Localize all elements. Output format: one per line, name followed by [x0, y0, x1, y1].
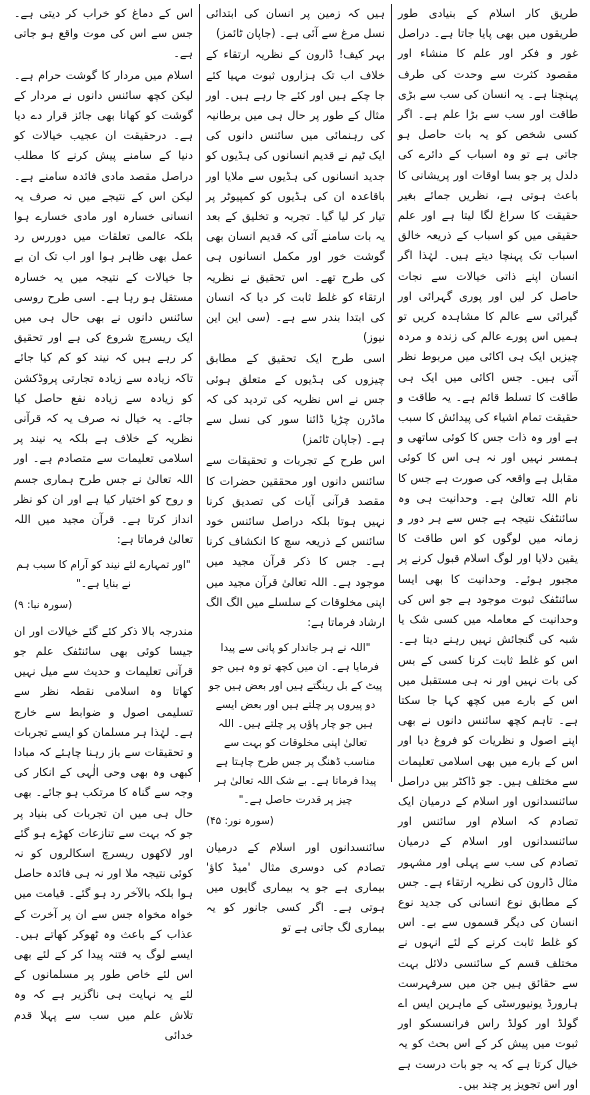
column-3-paragraph-2: اسلام میں مردار کا گوشت حرام ہے۔ لیکن کچھ سائنس دانوں نے مردار کے گوشت کو کھانا بھی جائز قرار دے دیا ہے۔ درحقیقت ان عجیب خیالات کو دنیا کے سامنے پیش کرنے کا مطلب دراصل مقصد مادی فائدہ سامنے ہے۔ لیکن اس کے نتیجے میں نہ صرف یہ انسانی خسارہ اور مادی خسارے ہوا بلکہ عالمی تعلقات میں دوررس رد عمل بھی ظاہر ہوا اور اب تک ان بے جا خیالات کے نتیجہ میں یہ خسارہ مستقل ہو رہا ہے۔ اسی طرح روسی سائنس دانوں نے بھی حال ہی میں ایک ریسرچ شروع کی ہے اور تحقیق کر رہے ہیں کہ نیند کو کم کیا جائے تاکہ زیادہ سے زیادہ تجارتی پروڈکشن کو زیادہ سے زیادہ نفع حاصل کیا جائے۔ یہ خیال نہ صرف یہ کہ قرآنی نظریہ کے خلاف ہے بلکہ یہ نیند پر اسلامی تعلیمات سے متصادم ہے۔ اور اللہ تعالیٰ نے جس طرح ہماری جسم و روح کو اختیار کیا ہے اور ان کو نظر انداز کرتا ہے۔ قرآن مجید میں اللہ تعالیٰ فرماتا ہے:: [14, 68, 193, 547]
column-2-tail: سائنسدانوں اور اسلام کے درمیان تصادم کی دوسری مثال 'میڈ کاؤ' بیماری ہے جو یہ بیماری گایوں میں ہوتی ہے۔ اگر کسی جانور کو یہ بیماری لگ جاتی ہے تو: [206, 840, 385, 935]
quran-verse-nur: "اللہ نے ہر جاندار کو پانی سے پیدا فرمایا ہے۔ ان میں کچھ تو وہ ہیں جو پیٹ کے بل رینگتے ہیں اور بعض ہیں جو دو پیروں پر چلتے ہیں اور بعض ایسے ہیں جو چار پاؤں پر چلتے ہیں۔ اللہ تعالیٰ اپنی مخلوقات کو بہت سے مناسب ڈھنگ پر جس طرح چاہتا ہے پیدا فرماتا ہے۔ بے شک اللہ تعالیٰ ہر چیز پر قدرت حاصل ہے۔": [208, 642, 383, 807]
column-1-paragraph: طریق کار اسلام کے بنیادی طور طریقوں میں بھی پایا جاتا ہے۔ دراصل غور و فکر اور علم کا منشاء اور مقصود کثرت سے وحدت کی طرف پہنچنا ہے۔ یہ انسان کی سب سے بڑی طاقت اور سب سے بڑا علم ہے۔ اگر کسی شخص کو یہ بات حاصل ہو جاتی ہے تو وہ اسباب کے دائرے کی دلدل پر جو بسا اوقات اور پریشانی کا باعث ہوتی ہے، نظریں جمائے بغیر حقیقت کا سراغ لگا لیتا ہے اور علم حقیقی میں کو اسباب کے ذریعہ خالق اسباب تک پہنچا دیتے ہیں۔ لہٰذا اگر انسان اپنے ذاتی خیالات سے نجات حاصل کر لیں اور پوری گہرائی اور گیرائی سے عالم کا مشاہدہ کریں تو ہمیں اس پورے عالم کی زندہ و مردہ چیزیں ایک ہی اکائی میں مربوط نظر آتی ہیں۔ جس اکائی میں ایک ہی طاقت کا تسلط قائم ہے۔ یہ طاقت و حقیقت تمام اشیاء کی پیدائش کا سبب ہے اور وہ ذات جس کا کوئی ساتھی و ہمسر نہیں اور نہ ہی اس کا کوئی مقابل ہے واقعہ کی صورت ہے جس کا نام اللہ تعالیٰ ہے۔ وحدانیت ہی وہ سائنٹفک نتیجہ ہے جس سے ہر دور و زمانہ میں لوگوں کو اس طاقت کا یقین دلایا اور لوگ اسلام قبول کرنے پر مجبور ہوئے۔ وحدانیت کا بھی ایسا سائنٹفک ثبوت موجود ہے جو اس کی وحدانیت کے معاملہ میں کسی شک یا شبہ کی گنجائش نہیں رہنے دیتا ہے۔ اس کو غلط ثابت کرنا کسی کے بس کی بات نہیں اور نہ ہی مستقبل میں اس کے بارے میں کچھ کہا جا سکتا ہے۔ تاہم کچھ سائنس دانوں نے بھی اپنے اصول و نظریات کو فروغ دیا اور اس کے بارے میں بھی اسلامی تعلیمات سے مختلف ہیں۔ جو ڈاکٹر بیں دراصل سائنسدانوں اور اسلام کے درمیان ایک تصادم کہ اسلام اور سائنس اور سائنسدانوں اور اسلام کے درمیان تصادم کی سب سے پہلی اور مشہور مثال ڈارون کی نظریہ ارتقاء ہے۔ جس کے مطابق نوع انسانی کی جدید نوع انسان کی دیگر قسموں سے بے۔ اس کو غلط ثابت کرنے کے لئے انہوں نے مختلف قسم کے سائنسی دلائل بہت سے حقائق ہیں جن میں سرفہرست ہارورڈ یونیورسٹی کے ماہرین ایس اے گولڈ اور کولڈ راس فرانسسکو اور ثبوت میں پیش کر کے اس بحث کو یہ خیال کرتا ہے کہ یہ جو بات درست ہے اور اس تجویز پر چند بیں۔: [398, 7, 578, 1091]
verse-reference-nur: (سورہ نور: ۴۵): [206, 815, 274, 828]
verse-reference-naba: (سورہ نبا: ۹): [14, 599, 73, 612]
column-1: [392, 4, 584, 1091]
quran-verse-naba: "اور تمہارے لئے نیند کو آرام کا سبب ہم نے بنایا ہے۔": [16, 559, 191, 591]
column-2-paragraph-1: ہیں کہ زمین پر انسان کی ابتدائی نسل مرغ سے آئی ہے۔ (جاپان ٹائمز): [206, 7, 385, 41]
column-3: [8, 4, 200, 1042]
column-3-paragraph-1: اس کے دماغ کو خراب کر دیتی ہے۔ جس سے اس کی موت واقع ہو جاتی ہے۔: [14, 7, 193, 61]
column-3-after: مندرجہ بالا ذکر کئے گئے خیالات اور ان جیسا کوئی بھی سائنٹفک علم جو قرآنی تعلیمات و حدیث سے میل نہیں کھاتا وہ اسلامی نقطہ نظر سے تسلیمی اصول و ضوابط سے خارج ہے۔ لہٰذا ہر مسلمان کو ایسے تجربات و تحقیقات سے باز رہنا چاہئے کہ مبادا کبھی وہ بھی وحی الٰہی کے انکار کی وجہ سے گناہ کا مرتکب ہو جائے۔ بھی حال ہی میں ان تجربات کی بنیاد پر جو کہ بہت سے تنازعات کھڑے ہو گئے اور لاکھوں ریسرچ اسکالروں کو نہ کوئی نتیجہ ملا اور نہ ہی فائدہ حاصل ہوا بلکہ بالآخر رد ہو گئے۔ قیامت میں خواہ مخواہ جس سے ان پر آخرت کے عذاب کے باعث وہ ٹھوکر کھاتے ہیں۔ ایسے لوگ یہ فتنہ پیدا کر کے لئے بھی اس لئے خاص طور پر مسلمانوں کے لئے یہ نہایت ہی ناگزیر ہے کہ وہ تلاش علم میں سب سے پہلا قدم خدائی: [14, 624, 193, 1042]
column-2-paragraph-4: اس طرح کے تجربات و تحقیقات سے سائنس دانوں اور محققین حضرات کا مقصد قرآنی آیات کی تصدیق کرنا نہیں ہوتا بلکہ دراصل سائنس خود سائنس کے ذریعہ سچ کا انکشاف کرنا ہے۔ جس کا ذکر قرآن مجید میں موجود ہے۔ اللہ تعالیٰ قرآن مجید میں اپنی مخلوقات کے سلسلے میں الگ الگ ارشاد فرماتا ہے:: [206, 454, 385, 630]
column-2: [200, 4, 392, 935]
column-2-paragraph-3: اسی طرح ایک تحقیق کے مطابق چیزوں کی ہڈیوں کے متعلق ہوئی جس نے اس نظریہ کی تردید کی کہ ماڈرن چڑیا ڈائنا سور کی نسل سے ہے۔ (جاپان ٹائمز): [206, 352, 385, 447]
column-2-paragraph-2: بہر کیف! ڈارون کے نظریہ ارتقاء کے خلاف اب تک ہزاروں ثبوت مہیا کئے جا چکے ہیں اور کئے جا رہے ہیں۔ اور مثال کے طور پر حال ہی میں برطانیہ کی رہنمائی میں سائنس دانوں کی ایک ٹیم نے قدیم انسانوں کی ہڈیوں کو جدید انسانوں کی ہڈیوں سے ملایا اور باقاعدہ ان کی ہڈیوں کو کمپیوٹر پر تیار کر لیا گیا۔ تجربہ و تخلیق کے بعد یہ بات سامنے آئی کہ قدیم انسان بھی گوشت خور اور مکمل انسانوں ہی کی طرح تھے۔ اس تحقیق نے نظریہ ارتقاء کو غلط ثابت کر دیا کہ انسان کی ابتدا بندر سے ہے۔ (سی این این نیوز): [206, 48, 385, 345]
